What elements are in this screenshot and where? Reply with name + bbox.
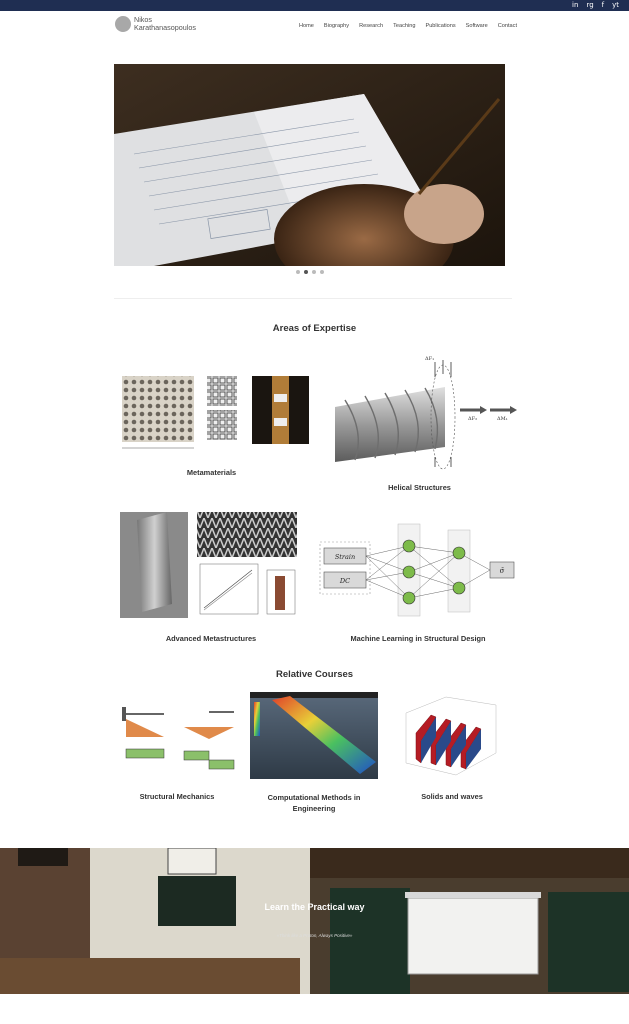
nav-teaching[interactable]: Teaching xyxy=(393,23,416,29)
banner-title: Learn the Practical way xyxy=(264,902,365,912)
helical-structures-label[interactable]: Helical Structures xyxy=(388,483,451,492)
slider-dot[interactable] xyxy=(296,270,300,274)
slider-dot[interactable] xyxy=(320,270,324,274)
structural-mechanics-label[interactable]: Structural Mechanics xyxy=(139,792,215,801)
social-links xyxy=(572,1,619,10)
helical-df-label: ΔF₁ xyxy=(425,356,435,362)
ml-strain-label: Strain xyxy=(334,553,356,561)
courses-title: Relative Courses xyxy=(275,669,354,680)
metamaterials-label[interactable]: Metamaterials xyxy=(186,468,237,477)
metamaterials-image[interactable] xyxy=(114,370,314,456)
main-nav xyxy=(299,23,517,29)
slider-dots xyxy=(296,270,324,274)
computational-methods-label[interactable]: Computational Methods in Engineering xyxy=(267,793,361,813)
logo-line2: Karathanasopoulos xyxy=(134,23,196,32)
hero-image xyxy=(114,64,505,266)
machine-learning-image[interactable] xyxy=(318,508,518,620)
practical-banner xyxy=(0,848,629,994)
site-logo[interactable] xyxy=(115,16,196,32)
advanced-metastructures-image[interactable] xyxy=(112,508,310,620)
section-divider xyxy=(114,298,512,299)
slider-dot[interactable] xyxy=(312,270,316,274)
classroom-image xyxy=(0,848,629,994)
nav-home[interactable]: Home xyxy=(298,23,314,29)
logo-line1: Nikos xyxy=(134,15,152,24)
slider-dot-active[interactable] xyxy=(304,270,308,274)
nav-research[interactable]: Research xyxy=(359,23,384,29)
banner-quote: «Think like a Proton, Always Positive» xyxy=(276,933,353,938)
nav-biography[interactable]: Biography xyxy=(323,23,350,29)
ml-dc-label: DC xyxy=(339,577,351,585)
expertise-title: Areas of Expertise xyxy=(272,323,357,334)
ml-sigma-label: σ̄ xyxy=(499,567,505,575)
logo-text xyxy=(134,16,196,32)
structural-mechanics-image[interactable] xyxy=(114,697,244,779)
linkedin-icon[interactable]: in xyxy=(572,1,579,9)
computational-methods-image[interactable] xyxy=(250,692,378,779)
helical-dm-label: ΔM₁ xyxy=(497,416,508,422)
youtube-icon[interactable]: yt xyxy=(612,1,619,9)
machine-learning-label[interactable]: Machine Learning in Structural Design xyxy=(350,634,486,643)
facebook-icon[interactable]: f xyxy=(601,1,605,9)
advanced-metastructures-label[interactable]: Advanced Metastructures xyxy=(165,634,257,643)
site-header xyxy=(0,11,629,41)
helical-structures-image[interactable] xyxy=(325,352,520,470)
nav-software[interactable]: Software xyxy=(465,23,488,29)
hero-slider[interactable] xyxy=(114,64,505,266)
helical-dfs-label: ΔF₂ xyxy=(468,416,478,422)
nav-publications[interactable]: Publications xyxy=(425,23,456,29)
logo-mark xyxy=(115,16,131,32)
solids-and-waves-label[interactable]: Solids and waves xyxy=(421,792,483,801)
top-bar xyxy=(0,0,629,11)
nav-contact[interactable]: Contact xyxy=(497,23,517,29)
solids-and-waves-image[interactable] xyxy=(396,693,504,779)
researchgate-icon[interactable]: rg xyxy=(586,1,594,9)
